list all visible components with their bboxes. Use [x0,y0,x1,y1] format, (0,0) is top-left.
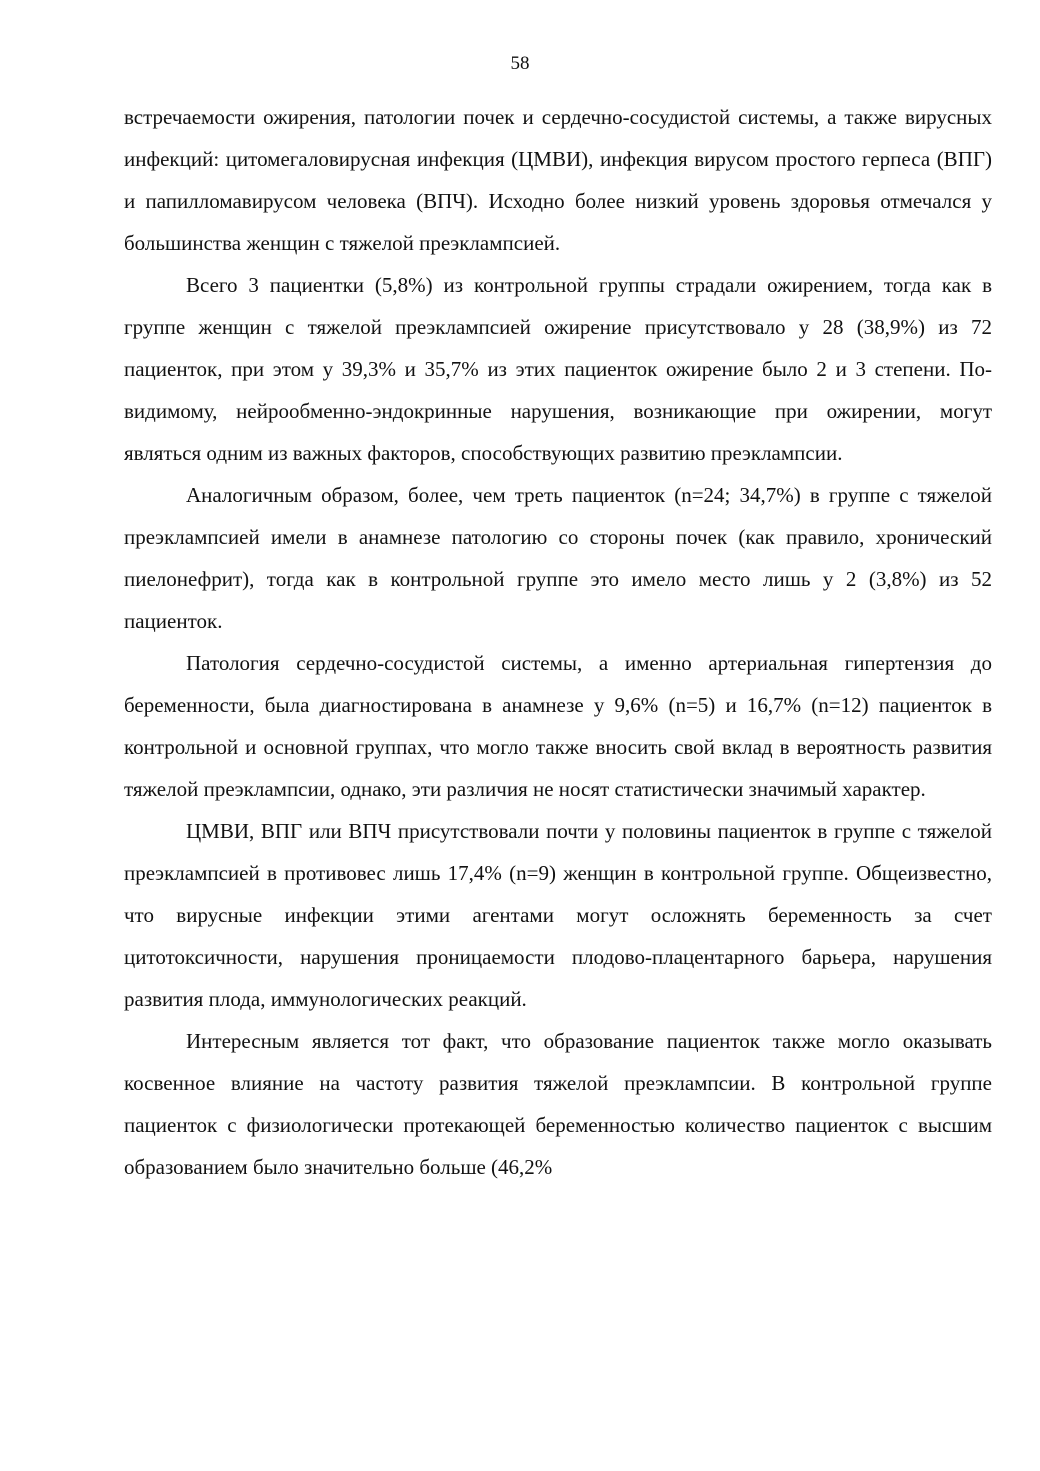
paragraph-cardiovascular: Патология сердечно-сосудистой системы, а именно артериальная гипертензия до беременности, была диагностирована в анамнезе у 9,6% (n=5) и 16,7% (n=12) пациенток в контрольной и основной группах, что могло также вносить свой вклад в вероятность развития тяжелой преэклампсии, однако, эти различия не носят статистически значимый характер. [124,651,992,801]
paragraph-viral-infections: ЦМВИ, ВПГ или ВПЧ присутствовали почти у половины пациенток в группе с тяжелой преэклампсией в противовес лишь 17,4% (n=9) женщин в контрольной группе. Общеизвестно, что вирусные инфекции этими агентами могут осложнять беременность за счет цитотоксичности, нарушения проницаемости плодово-плацентарного барьера, нарушения развития плода, иммунологических реакций. [124,819,992,1011]
paragraph-obesity: Всего 3 пациентки (5,8%) из контрольной группы страдали ожирением, тогда как в группе женщин с тяжелой преэклампсией ожирение присутствовало у 28 (38,9%) из 72 пациенток, при этом у 39,3% и 35,7% из этих пациенток ожирение было 2 и 3 степени. По-видимому, нейрообменно-эндокринные нарушения, возникающие при ожирении, могут являться одним из важных факторов, способствующих развитию преэклампсии. [124,273,992,465]
paragraph-education: Интересным является тот факт, что образование пациенток также могло оказывать косвенное влияние на частоту развития тяжелой преэклампсии. В контрольной группе пациенток с физиологически протекающей беременностью количество пациенток с высшим образованием было значительно больше (46,2% [124,1029,992,1179]
body-text [124,96,992,1188]
page-number: 58 [510,53,530,74]
paragraph-continuation: встречаемости ожирения, патологии почек и сердечно-сосудистой системы, а также вирусных инфекций: цитомегаловирусная инфекция (ЦМВИ), инфекция вирусом простого герпеса (ВПГ) и папилломавирусом человека (ВПЧ). Исходно более низкий уровень здоровья отмечался у большинства женщин с тяжелой преэклампсией. [124,105,992,255]
paragraph-kidney: Аналогичным образом, более, чем треть пациенток (n=24; 34,7%) в группе с тяжелой преэклампсией имели в анамнезе патологию со стороны почек (как правило, хронический пиелонефрит), тогда как в контрольной группе это имело место лишь у 2 (3,8%) из 52 пациенток. [124,483,992,633]
